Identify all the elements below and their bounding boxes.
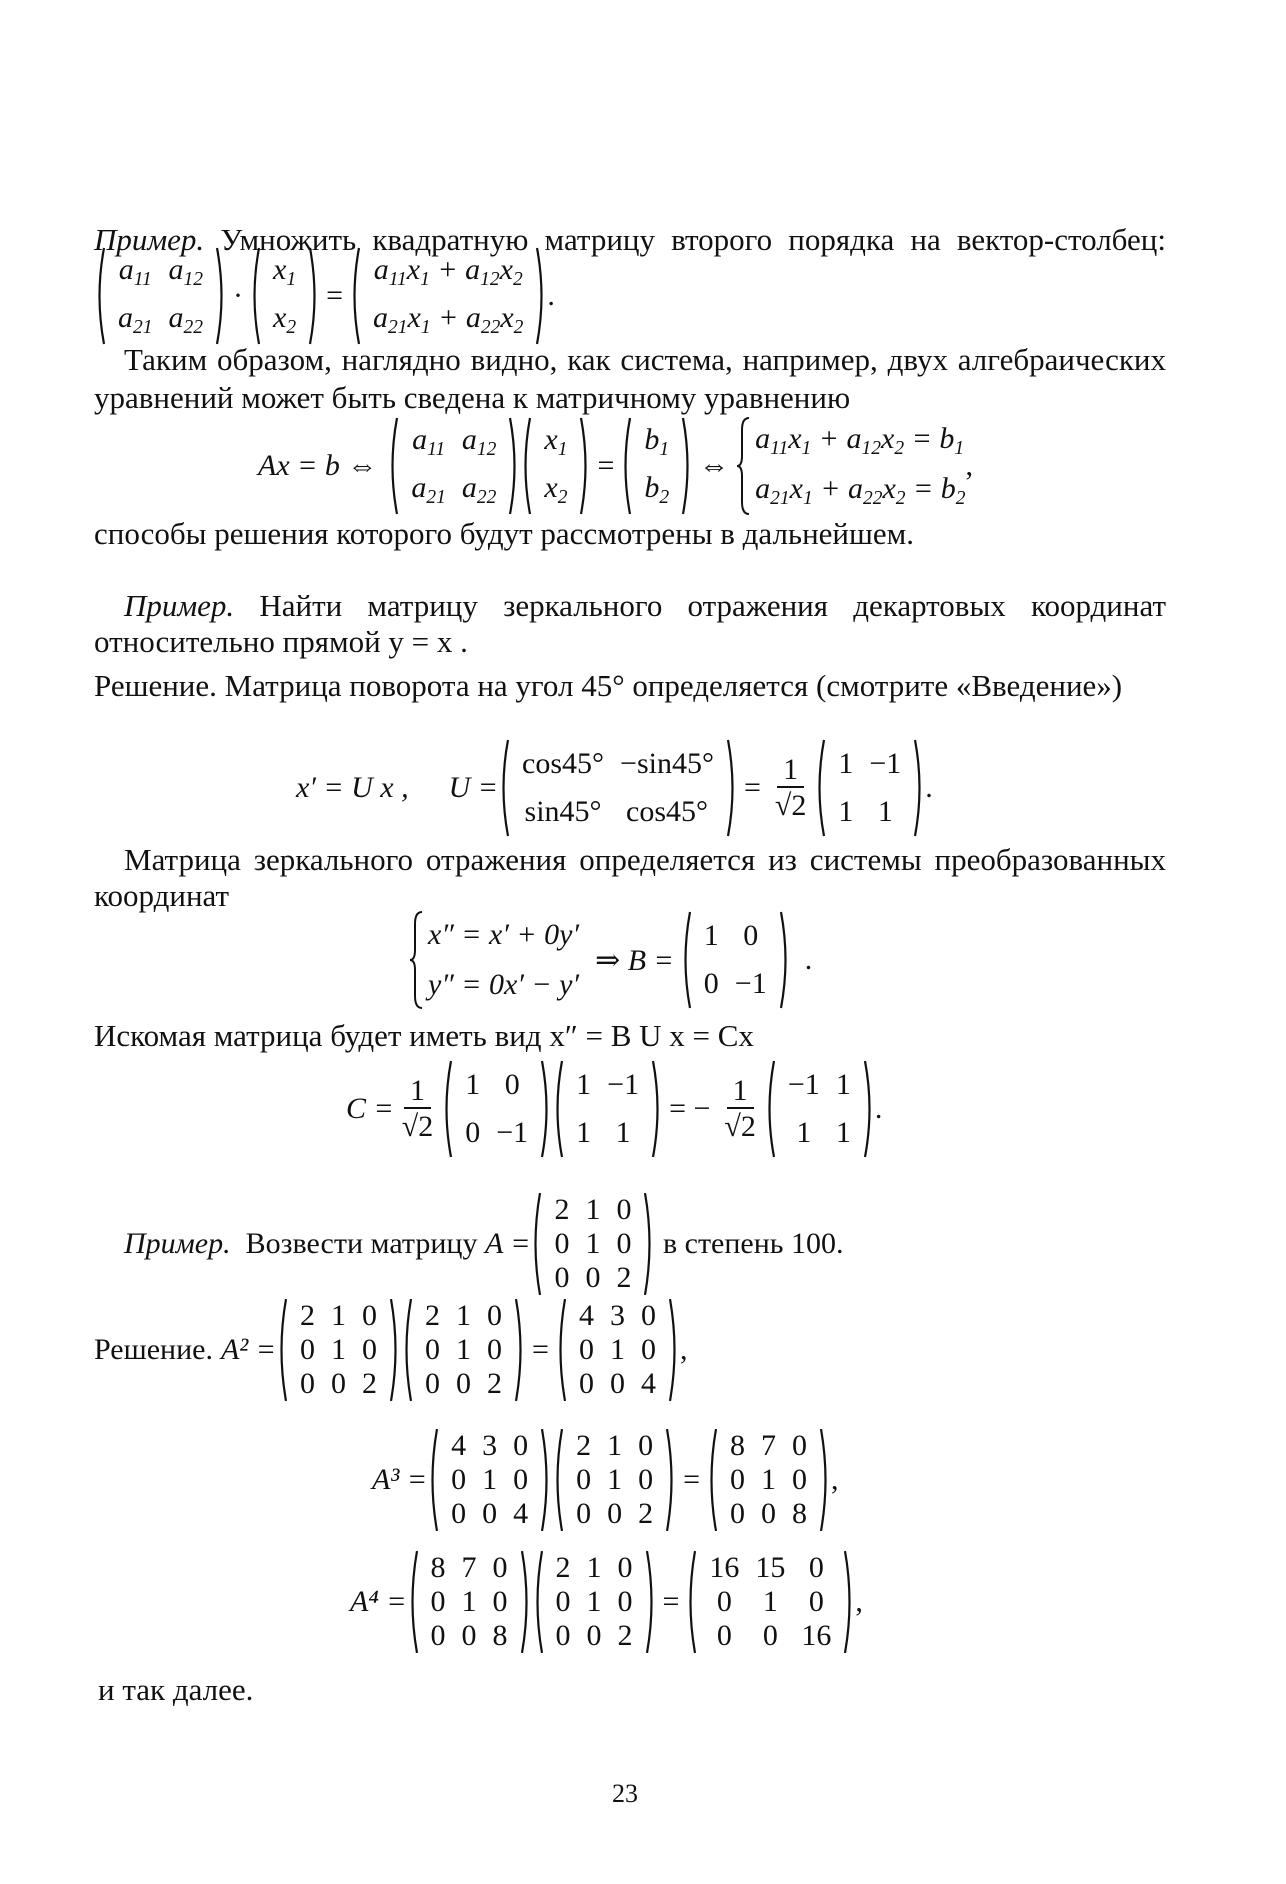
ex2-intro bbox=[124, 588, 1166, 624]
matrix-grid bbox=[439, 1427, 540, 1533]
matrix-grid bbox=[261, 246, 308, 346]
right-bracket bbox=[535, 246, 547, 346]
system-row: x″ = x′ + 0y′ bbox=[428, 918, 580, 951]
matrix-grid bbox=[697, 1549, 843, 1655]
matrix-cell: $a_{12}$ bbox=[168, 253, 203, 290]
right-bracket bbox=[726, 738, 738, 838]
ex2-matrix-b bbox=[680, 910, 791, 1010]
matrix-cell: 0 bbox=[586, 1619, 602, 1652]
left-bracket bbox=[520, 416, 532, 516]
matrix-cell: 16 bbox=[709, 1551, 740, 1584]
matrix-cell: 1 bbox=[838, 795, 854, 828]
matrix-cell: 8 bbox=[792, 1497, 807, 1530]
left-bracket bbox=[276, 1297, 288, 1403]
matrix-cell: 0 bbox=[792, 1429, 807, 1462]
right-bracket bbox=[665, 1427, 677, 1533]
left-bracket bbox=[498, 738, 510, 838]
ex2-line4: координат bbox=[94, 878, 230, 913]
matrix-grid bbox=[542, 1191, 643, 1297]
matrix-cell: $a_{11}$ bbox=[118, 253, 152, 290]
left-bracket bbox=[349, 246, 361, 346]
ex3-matrix-a4 bbox=[685, 1549, 855, 1655]
matrix-cell: 0 bbox=[716, 1585, 732, 1618]
matrix-cell: 0 bbox=[578, 1333, 594, 1366]
right-bracket bbox=[668, 1297, 680, 1403]
matrix-cell: 4 bbox=[513, 1497, 529, 1530]
ex3-a-label: A = bbox=[484, 1227, 531, 1260]
matrix-cell: 0 bbox=[487, 1333, 503, 1366]
matrix-grid bbox=[413, 1297, 514, 1403]
matrix-grid bbox=[692, 910, 779, 1010]
matrix-cell: 0 bbox=[617, 1585, 633, 1618]
matrix-cell: 0 bbox=[487, 1299, 503, 1332]
matrix-cell: 2 bbox=[362, 1367, 378, 1400]
left-bracket bbox=[249, 246, 261, 346]
right-bracket bbox=[681, 416, 693, 516]
right-bracket bbox=[863, 1059, 875, 1159]
ex3-matrix-a2 bbox=[555, 1297, 680, 1403]
ex3-a4-label: A⁴ = bbox=[350, 1585, 407, 1618]
left-bracket bbox=[94, 246, 106, 346]
matrix-cell: 0 bbox=[430, 1619, 446, 1652]
matrix-cell: 0 bbox=[730, 1463, 745, 1496]
right-bracket bbox=[579, 416, 591, 516]
ex3-label: Пример. bbox=[124, 1227, 231, 1260]
matrix-cell: cos45° bbox=[522, 747, 605, 780]
matrix-cell: 2 bbox=[555, 1551, 571, 1584]
ex3-a2-label: A² = bbox=[220, 1333, 277, 1366]
matrix-cell: 0 bbox=[430, 1585, 446, 1618]
right-bracket bbox=[645, 1549, 657, 1655]
matrix-cell: $a_{22}$ bbox=[168, 301, 203, 338]
ex2-arrow: ⇒ B = bbox=[595, 943, 674, 977]
system-brace bbox=[735, 416, 751, 516]
ex2-system-equation: x″ = x′ + 0y′ y″ = 0x′ − y′ ⇒ B = 1 0 0 −1 . bbox=[408, 916, 812, 1004]
matrix-grid bbox=[399, 416, 508, 516]
matrix-cell: 0 bbox=[640, 1333, 656, 1366]
ex1-label: Пример. bbox=[94, 222, 205, 257]
matrix-grid bbox=[453, 1059, 540, 1159]
matrix-cell: 2 bbox=[638, 1497, 654, 1530]
system-rows bbox=[751, 416, 965, 516]
matrix-cell: 0 bbox=[762, 1619, 778, 1652]
matrix-cell: 3 bbox=[609, 1299, 625, 1332]
matrix-cell: 1 bbox=[331, 1299, 347, 1332]
right-bracket bbox=[651, 1059, 663, 1159]
ex2-rotation-equation: x′ = U x , U = cos45° −sin45° sin45° cos45° = $\frac{1}{√2}$ 1 −1 1 1 . bbox=[296, 740, 933, 836]
ex1-equation: $a_{11}$ $a_{12}$ $a_{21}$ $a_{22}$ · $x_1$ $x_2$ = $a_{11}x_1 + a_{12}x_2$ $a_{21}x_1 + a_{22}x_2$ . bbox=[94, 258, 555, 334]
matrix-cell: 0 bbox=[451, 1463, 467, 1496]
ex2-line3: Матрица зеркального отражения определяется из системы преобразованных bbox=[124, 842, 1166, 877]
matrix-cell: 1 bbox=[703, 919, 719, 952]
matrix-cell: 1 bbox=[835, 1068, 851, 1101]
matrix-cell: $a_{12}$ bbox=[461, 423, 497, 460]
left-bracket bbox=[814, 738, 826, 838]
matrix-cell: 1 bbox=[615, 1116, 631, 1149]
left-bracket bbox=[427, 1427, 439, 1533]
matrix-cell: 16 bbox=[801, 1619, 832, 1652]
matrix-cell: 1 bbox=[586, 1551, 602, 1584]
matrix-grid bbox=[564, 1059, 651, 1159]
matrix-cell: −1 bbox=[787, 1068, 820, 1101]
matrix-cell: $a_{11}x_1 + a_{12}x_2$ bbox=[373, 253, 523, 290]
left-bracket bbox=[680, 910, 692, 1010]
right-bracket bbox=[643, 1191, 655, 1297]
matrix-cell: 0 bbox=[576, 1497, 592, 1530]
matrix-cell: 0 bbox=[808, 1551, 824, 1584]
ex3-text2: в степень 100. bbox=[655, 1227, 844, 1260]
matrix-cell: 8 bbox=[730, 1429, 745, 1462]
matrix-cell: 4 bbox=[451, 1429, 467, 1462]
matrix-cell: 1 bbox=[576, 1068, 592, 1101]
matrix-cell: 7 bbox=[761, 1429, 776, 1462]
matrix-cell: 7 bbox=[461, 1551, 477, 1584]
matrix-cell: 0 bbox=[585, 1261, 601, 1294]
matrix-cell: 1 bbox=[761, 1463, 776, 1496]
ex2-c-equation: C = $\frac{1}{√2}$ 1 0 0 −1 1 −1 1 1 = − $\frac{1}{√2}$ −1 1 1 1 . bbox=[346, 1064, 882, 1154]
para1-vector-b bbox=[620, 416, 693, 516]
matrix-cell: 0 bbox=[792, 1463, 807, 1496]
matrix-cell: 0 bbox=[465, 1116, 481, 1149]
ex2-matrix-m3 bbox=[552, 1059, 663, 1159]
matrix-cell: 0 bbox=[425, 1367, 441, 1400]
matrix-cell: −1 bbox=[607, 1068, 640, 1101]
matrix-cell: 1 bbox=[877, 795, 893, 828]
ex1-result bbox=[349, 246, 547, 346]
matrix-cell: 1 bbox=[461, 1585, 477, 1618]
matrix-cell: 0 bbox=[461, 1619, 477, 1652]
matrix-cell: 0 bbox=[492, 1585, 508, 1618]
right-bracket bbox=[779, 910, 791, 1010]
matrix-cell: 4 bbox=[578, 1299, 594, 1332]
matrix-cell: 2 bbox=[617, 1619, 633, 1652]
matrix-cell: 0 bbox=[554, 1261, 570, 1294]
matrix-cell: 0 bbox=[616, 1227, 632, 1260]
matrix-grid bbox=[419, 1549, 520, 1655]
matrix-cell: 15 bbox=[755, 1551, 786, 1584]
para1-system bbox=[735, 416, 965, 516]
ex2-eq-lhs: x′ = U x , bbox=[296, 771, 409, 804]
ex3-text1: Возвести матрицу bbox=[230, 1227, 485, 1260]
matrix-cell: −sin45° bbox=[620, 747, 714, 780]
matrix-cell: 0 bbox=[451, 1497, 467, 1530]
right-bracket bbox=[514, 1297, 526, 1403]
matrix-cell: $b_1$ bbox=[644, 423, 670, 460]
right-bracket bbox=[913, 738, 925, 838]
ex3-matrix-a bbox=[530, 1191, 655, 1297]
right-bracket bbox=[540, 1059, 552, 1159]
system-row: y″ = 0x′ − y′ bbox=[428, 968, 580, 1001]
para1-matrix-a bbox=[387, 416, 520, 516]
ex3-matrix-a3 bbox=[706, 1427, 831, 1533]
para1-line1: Таким образом, наглядно видно, как система, например, двух алгебраических bbox=[124, 342, 1166, 377]
right-bracket bbox=[508, 416, 520, 516]
left-bracket bbox=[387, 416, 399, 516]
ex2-system bbox=[408, 910, 579, 1010]
matrix-cell: 0 bbox=[331, 1367, 347, 1400]
ex2-fraction: $\frac{1}{√2}$ bbox=[774, 752, 807, 822]
matrix-cell: 1 bbox=[576, 1116, 592, 1149]
ex2-line1: Найти матрицу зеркального отражения декартовых координат bbox=[234, 588, 1166, 623]
matrix-cell: −1 bbox=[869, 747, 902, 780]
page-number: 23 bbox=[612, 1779, 638, 1808]
ex2-solution: Решение. Матрица поворота на угол 45° определяется (смотрите «Введение») bbox=[94, 668, 1123, 703]
matrix-cell: 0 bbox=[743, 919, 759, 952]
matrix-grid bbox=[718, 1427, 819, 1533]
matrix-grid bbox=[776, 1059, 863, 1159]
right-bracket bbox=[520, 1549, 532, 1655]
ex2-matrix-c bbox=[764, 1059, 875, 1159]
matrix-grid bbox=[288, 1297, 389, 1403]
left-bracket bbox=[407, 1549, 419, 1655]
matrix-cell: 0 bbox=[513, 1429, 529, 1462]
matrix-cell: −1 bbox=[496, 1116, 529, 1149]
matrix-cell: 8 bbox=[430, 1551, 446, 1584]
matrix-cell: 2 bbox=[425, 1299, 441, 1332]
matrix-cell: 1 bbox=[609, 1333, 625, 1366]
left-bracket bbox=[685, 1549, 697, 1655]
matrix-cell: 3 bbox=[482, 1429, 498, 1462]
ex3-a3-equation: A³ = 4 3 0 0 1 0 0 0 4 2 1 0 0 1 0 0 0 2 = 8 7 0 0 1 0 0 0 8 , bbox=[372, 1432, 839, 1528]
left-bracket bbox=[532, 1549, 544, 1655]
ex2-matrix-m1 bbox=[814, 738, 925, 838]
matrix-cell: 1 bbox=[607, 1463, 623, 1496]
ex2-matrix-m2 bbox=[441, 1059, 552, 1159]
matrix-cell: $a_{22}$ bbox=[461, 471, 497, 508]
para1-equation: Ax = b ⇔ $a_{11}$ $a_{12}$ $a_{21}$ $a_{22}$ $x_1$ $x_2$ = $b_1$ $b_2$ ⇔ $a_{11}x_1 + a_{12}x_2 = b_1$ $a_{21}x_1 + a_{22}x_2 = b_2$ , bbox=[258, 424, 973, 508]
matrix-cell: sin45° bbox=[524, 795, 602, 828]
matrix-grid bbox=[826, 738, 913, 838]
ex3-intro bbox=[124, 1193, 844, 1294]
ex3-a3-label: A³ = bbox=[372, 1463, 428, 1496]
matrix-cell: 1 bbox=[585, 1193, 601, 1226]
matrix-cell: 0 bbox=[425, 1333, 441, 1366]
matrix-cell: 0 bbox=[607, 1497, 623, 1530]
matrix-cell: $a_{21}$ bbox=[411, 471, 446, 508]
matrix-cell: 0 bbox=[638, 1463, 654, 1496]
matrix-cell: 1 bbox=[762, 1585, 778, 1618]
right-bracket bbox=[308, 246, 320, 346]
left-bracket bbox=[706, 1427, 718, 1533]
ex2-c-label: C = bbox=[346, 1092, 394, 1125]
para1-line3: способы решения которого будут рассмотрены в дальнейшем. bbox=[94, 516, 915, 551]
ex1-matrix-a bbox=[94, 246, 227, 346]
matrix-cell: 0 bbox=[716, 1619, 732, 1652]
matrix-cell: $a_{21}$ bbox=[118, 301, 153, 338]
matrix-cell: −1 bbox=[734, 967, 767, 1000]
left-bracket bbox=[441, 1059, 453, 1159]
system-row: $a_{11}x_1 + a_{12}x_2 = b_1$ bbox=[755, 422, 965, 459]
matrix-cell: cos45° bbox=[626, 795, 708, 828]
matrix-grid bbox=[632, 416, 681, 516]
ex2-line5: Искомая матрица будет иметь вид x″ = B U x = Cx bbox=[94, 1018, 754, 1053]
matrix-cell: 1 bbox=[456, 1333, 472, 1366]
matrix-cell: 8 bbox=[492, 1619, 508, 1652]
matrix-cell: 1 bbox=[465, 1068, 481, 1101]
ex3-solution: Решение. bbox=[94, 1333, 213, 1366]
system-rows bbox=[424, 910, 579, 1010]
matrix-cell: 0 bbox=[362, 1299, 378, 1332]
matrix-grid bbox=[532, 416, 579, 516]
ex1-text: Умножить квадратную матрицу второго порядка на вектор-столбец: bbox=[204, 222, 1166, 257]
matrix-cell: 0 bbox=[808, 1585, 824, 1618]
left-bracket bbox=[401, 1297, 413, 1403]
ex1-vector-x bbox=[249, 246, 320, 346]
matrix-cell: 0 bbox=[513, 1463, 529, 1496]
matrix-cell: 1 bbox=[585, 1227, 601, 1260]
matrix-cell: 1 bbox=[586, 1585, 602, 1618]
matrix-grid bbox=[106, 246, 215, 346]
ex2-line2: относительно прямой y = x . bbox=[94, 624, 468, 659]
right-bracket bbox=[843, 1549, 855, 1655]
matrix-cell: $b_2$ bbox=[644, 471, 670, 508]
para1-line2: уравнений может быть сведена к матричному уравнению bbox=[94, 380, 851, 415]
right-bracket bbox=[819, 1427, 831, 1533]
right-bracket bbox=[215, 246, 227, 346]
ex3-a2-equation: Решение. A² = 2 1 0 0 1 0 0 0 2 2 1 0 0 1 0 0 0 2 = 4 3 0 0 1 0 0 0 4 , bbox=[94, 1302, 687, 1398]
left-bracket bbox=[620, 416, 632, 516]
right-bracket bbox=[540, 1427, 552, 1533]
ex2-matrix-u bbox=[498, 738, 738, 838]
matrix-cell: 0 bbox=[492, 1551, 508, 1584]
matrix-cell: 1 bbox=[838, 747, 854, 780]
matrix-cell: 2 bbox=[487, 1367, 503, 1400]
matrix-cell: 1 bbox=[482, 1463, 498, 1496]
matrix-cell: 0 bbox=[617, 1551, 633, 1584]
system-brace bbox=[408, 910, 424, 1010]
matrix-cell: 1 bbox=[835, 1116, 851, 1149]
matrix-cell: 1 bbox=[456, 1299, 472, 1332]
matrix-grid bbox=[567, 1297, 668, 1403]
matrix-grid bbox=[564, 1427, 665, 1533]
matrix-grid bbox=[544, 1549, 645, 1655]
system-row: $a_{21}x_1 + a_{22}x_2 = b_2$ bbox=[755, 472, 966, 509]
left-bracket bbox=[764, 1059, 776, 1159]
matrix-cell: 0 bbox=[576, 1463, 592, 1496]
matrix-cell: 4 bbox=[640, 1367, 656, 1400]
ex3-end: и так далее. bbox=[98, 1672, 254, 1707]
matrix-cell: 2 bbox=[554, 1193, 570, 1226]
matrix-cell: 0 bbox=[504, 1068, 520, 1101]
left-bracket bbox=[552, 1427, 564, 1533]
matrix-cell: $x_1$ bbox=[544, 423, 568, 460]
matrix-cell: 0 bbox=[300, 1367, 316, 1400]
matrix-cell: 0 bbox=[554, 1227, 570, 1260]
matrix-cell: $a_{11}$ bbox=[412, 423, 446, 460]
matrix-cell: $x_1$ bbox=[273, 253, 297, 290]
matrix-cell: 0 bbox=[300, 1333, 316, 1366]
matrix-cell: 1 bbox=[607, 1429, 623, 1462]
matrix-grid bbox=[361, 246, 535, 346]
para1-vector-x bbox=[520, 416, 591, 516]
matrix-cell: 0 bbox=[555, 1585, 571, 1618]
matrix-cell: $a_{21}x_1 + a_{22}x_2$ bbox=[373, 301, 524, 338]
matrix-cell: 0 bbox=[362, 1333, 378, 1366]
matrix-cell: 0 bbox=[482, 1497, 498, 1530]
matrix-cell: $x_2$ bbox=[544, 471, 568, 508]
matrix-cell: 0 bbox=[640, 1299, 656, 1332]
right-bracket bbox=[389, 1297, 401, 1403]
matrix-cell: 0 bbox=[616, 1193, 632, 1226]
matrix-cell: 0 bbox=[703, 967, 719, 1000]
matrix-cell: 0 bbox=[638, 1429, 654, 1462]
ex3-a4-equation: A⁴ = 8 7 0 0 1 0 0 0 8 2 1 0 0 1 0 0 0 2 = 16 15 0 0 1 0 0 0 16 , bbox=[350, 1554, 863, 1650]
left-bracket bbox=[552, 1059, 564, 1159]
matrix-cell: 0 bbox=[578, 1367, 594, 1400]
matrix-cell: 1 bbox=[796, 1116, 812, 1149]
matrix-cell: 1 bbox=[331, 1333, 347, 1366]
matrix-cell: 0 bbox=[761, 1497, 776, 1530]
matrix-cell: $x_2$ bbox=[273, 301, 297, 338]
matrix-grid bbox=[510, 738, 726, 838]
left-bracket bbox=[530, 1191, 542, 1297]
matrix-cell: 0 bbox=[609, 1367, 625, 1400]
matrix-cell: 0 bbox=[456, 1367, 472, 1400]
matrix-cell: 2 bbox=[300, 1299, 316, 1332]
ex2-label: Пример. bbox=[124, 588, 235, 623]
matrix-cell: 0 bbox=[730, 1497, 745, 1530]
ex2-u-label: U = bbox=[448, 771, 499, 804]
matrix-cell: 2 bbox=[576, 1429, 592, 1462]
left-bracket bbox=[555, 1297, 567, 1403]
matrix-cell: 0 bbox=[555, 1619, 571, 1652]
para1-eq-lhs: Ax = b ⇔ bbox=[258, 449, 378, 482]
matrix-cell: 2 bbox=[616, 1261, 632, 1294]
